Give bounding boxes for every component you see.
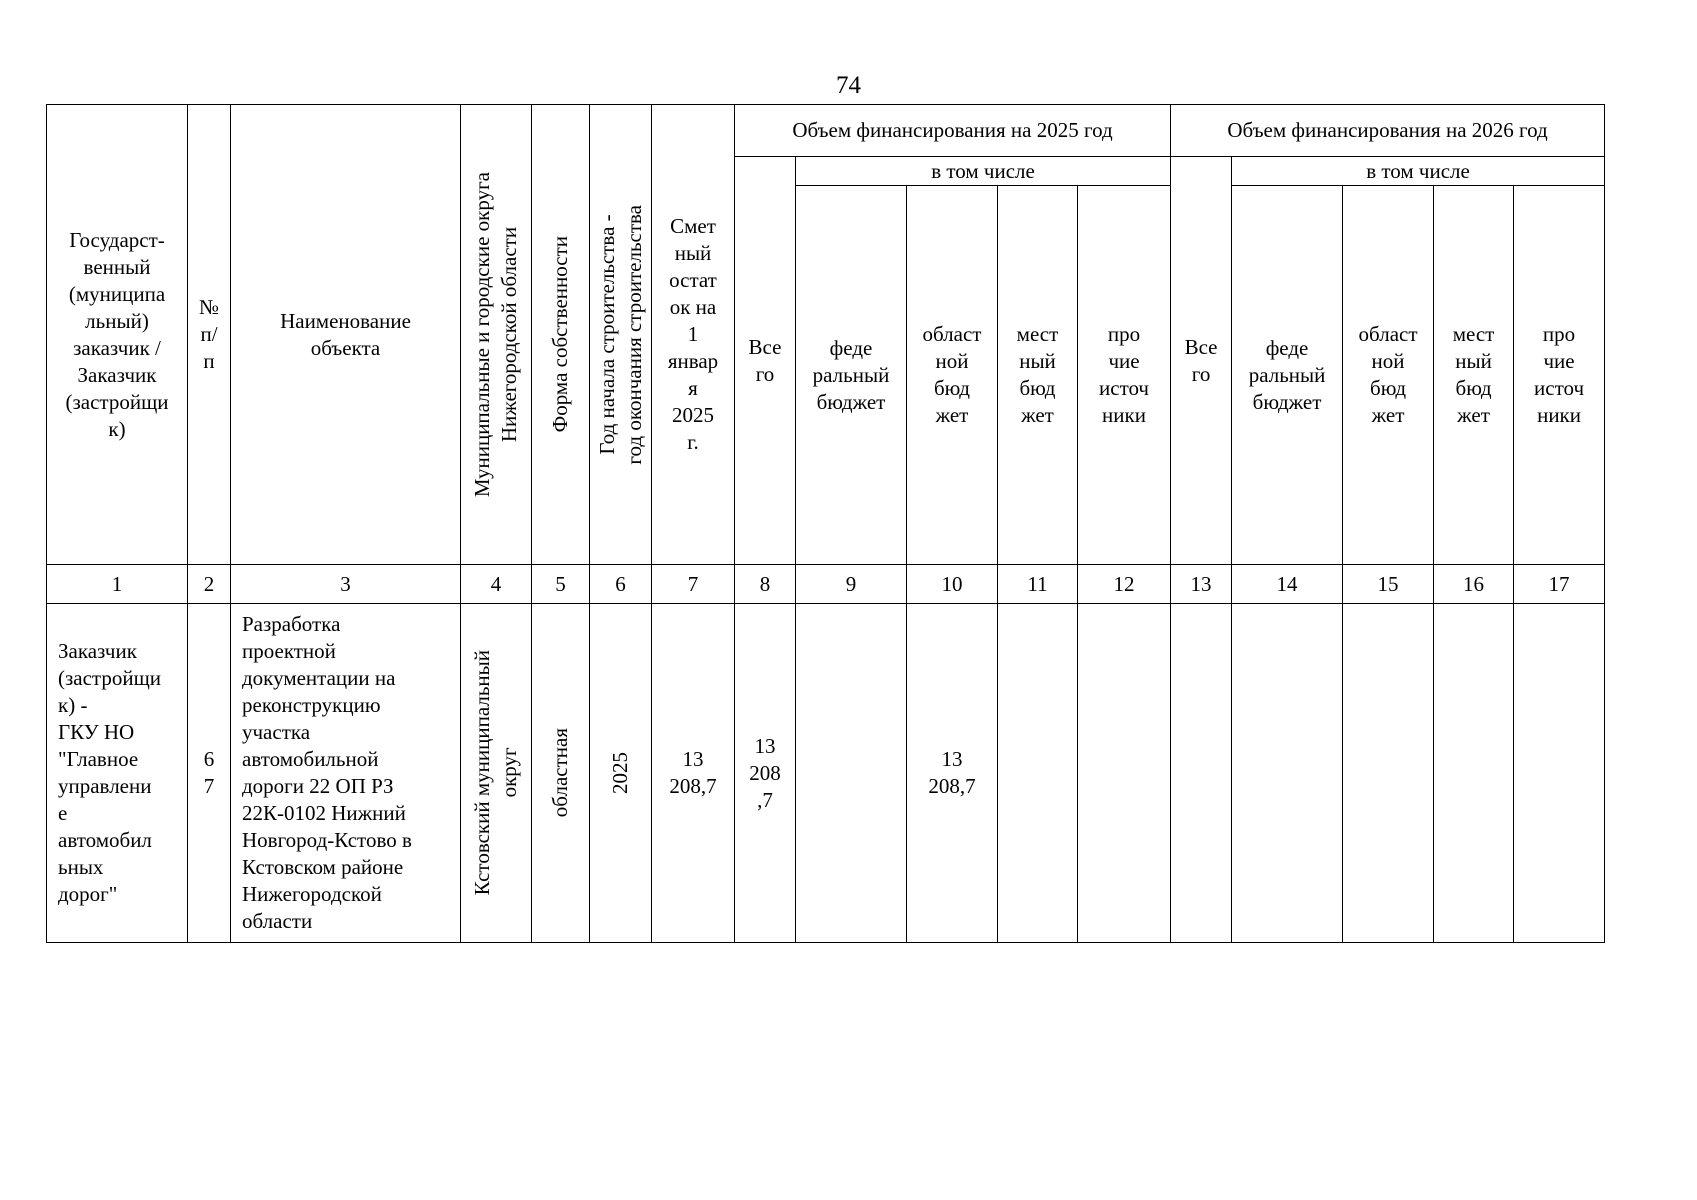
row-municipal-cell — [461, 604, 532, 943]
header-object-name: Наименование объекта — [231, 105, 461, 565]
header-including-2026: в том числе — [1232, 157, 1605, 186]
table-row — [47, 604, 1605, 943]
header-total-2026: Все го — [1171, 157, 1232, 565]
row-years-cell — [590, 604, 652, 943]
row-ownership-cell — [532, 604, 590, 943]
row-local-2025 — [998, 604, 1078, 943]
row-other-2026 — [1514, 604, 1605, 943]
header-ownership: Форма собственности — [548, 236, 572, 433]
header-years: Год начала строительства - год окончания строительства — [594, 204, 646, 465]
row-estimate: 13 208,7 — [652, 604, 735, 943]
row-object-name: Разработка проектной документации на реконструкцию участка автомобильной дороги 22 ОП РЗ 22К-0102 Нижний Новгород-Кстово в Кстовском районе Нижегородской области — [231, 604, 461, 943]
column-number: 4 — [461, 565, 532, 604]
header-regional-2026: област ной бюд жет — [1343, 186, 1434, 565]
column-number: 13 — [1171, 565, 1232, 604]
row-total-2026 — [1171, 604, 1232, 943]
row-customer: Заказчик (застройщи к) - ГКУ НО "Главное управлени е автомобил ьных дорог" — [47, 604, 188, 943]
header-federal-2025: феде ральный бюджет — [796, 186, 907, 565]
header-regional-2025: област ной бюд жет — [907, 186, 998, 565]
header-estimate: Смет ный остат ок на 1 январ я 2025 г. — [652, 105, 735, 565]
column-number: 7 — [652, 565, 735, 604]
header-financing-2026: Объем финансирования на 2026 год — [1171, 105, 1605, 157]
header-financing-2025: Объем финансирования на 2025 год — [735, 105, 1171, 157]
financing-table — [46, 104, 1605, 943]
row-number: 6 7 — [188, 604, 231, 943]
column-number: 6 — [590, 565, 652, 604]
column-number: 2 — [188, 565, 231, 604]
header-municipal: Муниципальные и городские округа Нижегородской области — [470, 171, 521, 498]
column-number: 17 — [1514, 565, 1605, 604]
header-including-2025: в том числе — [796, 157, 1171, 186]
row-ownership: областная — [548, 728, 572, 818]
header-local-2025: мест ный бюд жет — [998, 186, 1078, 565]
column-number: 9 — [796, 565, 907, 604]
column-number-row — [47, 565, 1605, 604]
column-number: 11 — [998, 565, 1078, 604]
header-municipal-cell — [461, 105, 532, 565]
row-regional-2025: 13 208,7 — [907, 604, 998, 943]
column-number: 1 — [47, 565, 188, 604]
page-number: 74 — [836, 72, 861, 99]
column-number: 10 — [907, 565, 998, 604]
column-number: 3 — [231, 565, 461, 604]
header-federal-2026: феде ральный бюджет — [1232, 186, 1343, 565]
column-number: 14 — [1232, 565, 1343, 604]
header-total-2025: Все го — [735, 157, 796, 565]
header-ownership-cell — [532, 105, 590, 565]
header-years-cell — [590, 105, 652, 565]
column-number: 12 — [1078, 565, 1171, 604]
row-federal-2026 — [1232, 604, 1343, 943]
header-other-2025: про чие источ ники — [1078, 186, 1171, 565]
header-customer: Государст- венный (муниципа льный) заказчик / Заказчик (застройщи к) — [47, 105, 188, 565]
row-other-2025 — [1078, 604, 1171, 943]
header-other-2026: про чие источ ники — [1514, 186, 1605, 565]
row-municipal: Кстовский муниципальный округ — [470, 650, 521, 896]
column-number: 16 — [1434, 565, 1514, 604]
column-number: 8 — [735, 565, 796, 604]
column-number: 15 — [1343, 565, 1434, 604]
row-total-2025: 13 208 ,7 — [735, 604, 796, 943]
column-number: 5 — [532, 565, 590, 604]
row-regional-2026 — [1343, 604, 1434, 943]
row-federal-2025 — [796, 604, 907, 943]
row-years: 2025 — [608, 752, 632, 794]
row-local-2026 — [1434, 604, 1514, 943]
header-number: № п/ п — [188, 105, 231, 565]
header-local-2026: мест ный бюд жет — [1434, 186, 1514, 565]
